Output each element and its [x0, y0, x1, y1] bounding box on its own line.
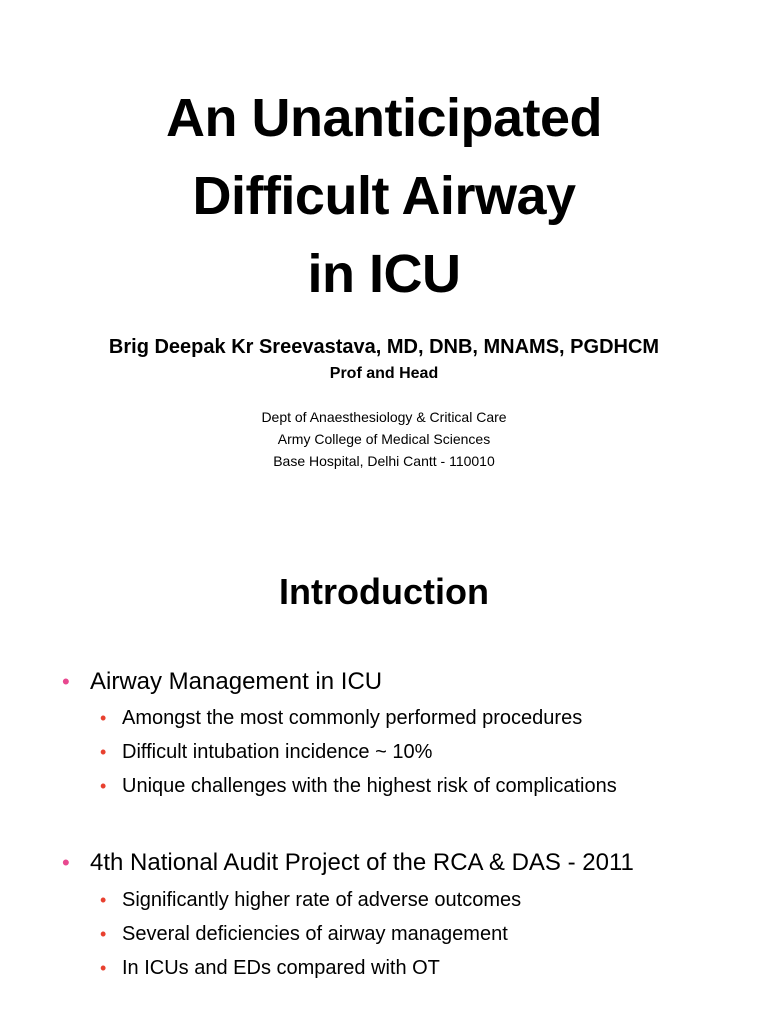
bullet-icon: • [62, 850, 70, 875]
sub-bullet-text: Amongst the most commonly performed procedures [122, 707, 583, 729]
sub-bullet-item [100, 773, 617, 799]
affiliation-line-2: Army College of Medical Sciences [277, 431, 491, 447]
bullet-text: 4th National Audit Project of the RCA & DAS - 2011 [90, 849, 634, 876]
sub-bullet-icon: • [100, 708, 107, 728]
slide-title-line-2: Difficult Airway [192, 166, 576, 226]
introduction-slide [0, 540, 768, 1024]
sub-bullet-item [100, 955, 440, 981]
affiliation-line-1: Dept of Anaesthesiology & Critical Care [261, 409, 507, 425]
sub-bullet-item [100, 705, 582, 731]
author-role: Prof and Head [329, 365, 439, 382]
bullet-icon: • [62, 669, 70, 694]
sub-bullet-item [100, 739, 432, 765]
sub-bullet-item [100, 921, 508, 947]
sub-bullet-icon: • [100, 890, 107, 910]
slide-title: Introduction [279, 571, 489, 612]
bullet-item [62, 667, 382, 697]
sub-bullet-text: Difficult intubation incidence ~ 10% [122, 741, 433, 763]
sub-bullet-text: Significantly higher rate of adverse outcomes [122, 889, 522, 911]
author-name: Brig Deepak Kr Sreevastava, MD, DNB, MNAMS, PGDHCM [108, 336, 660, 358]
sub-bullet-icon: • [100, 776, 107, 796]
sub-bullet-text: Unique challenges with the highest risk of complications [122, 775, 617, 797]
slide-title-line-1: An Unanticipated [165, 88, 603, 148]
sub-bullet-text: In ICUs and EDs compared with OT [122, 957, 440, 979]
sub-bullet-item [100, 887, 521, 913]
bullet-text: Airway Management in ICU [90, 668, 383, 695]
sub-bullet-icon: • [100, 958, 107, 978]
sub-bullet-icon: • [100, 924, 107, 944]
sub-bullet-text: Several deficiencies of airway management [122, 923, 508, 945]
affiliation-line-3: Base Hospital, Delhi Cantt - 110010 [273, 453, 495, 469]
sub-bullet-icon: • [100, 742, 107, 762]
slide-title-line-3: in ICU [307, 244, 461, 304]
bullet-item [62, 848, 634, 878]
